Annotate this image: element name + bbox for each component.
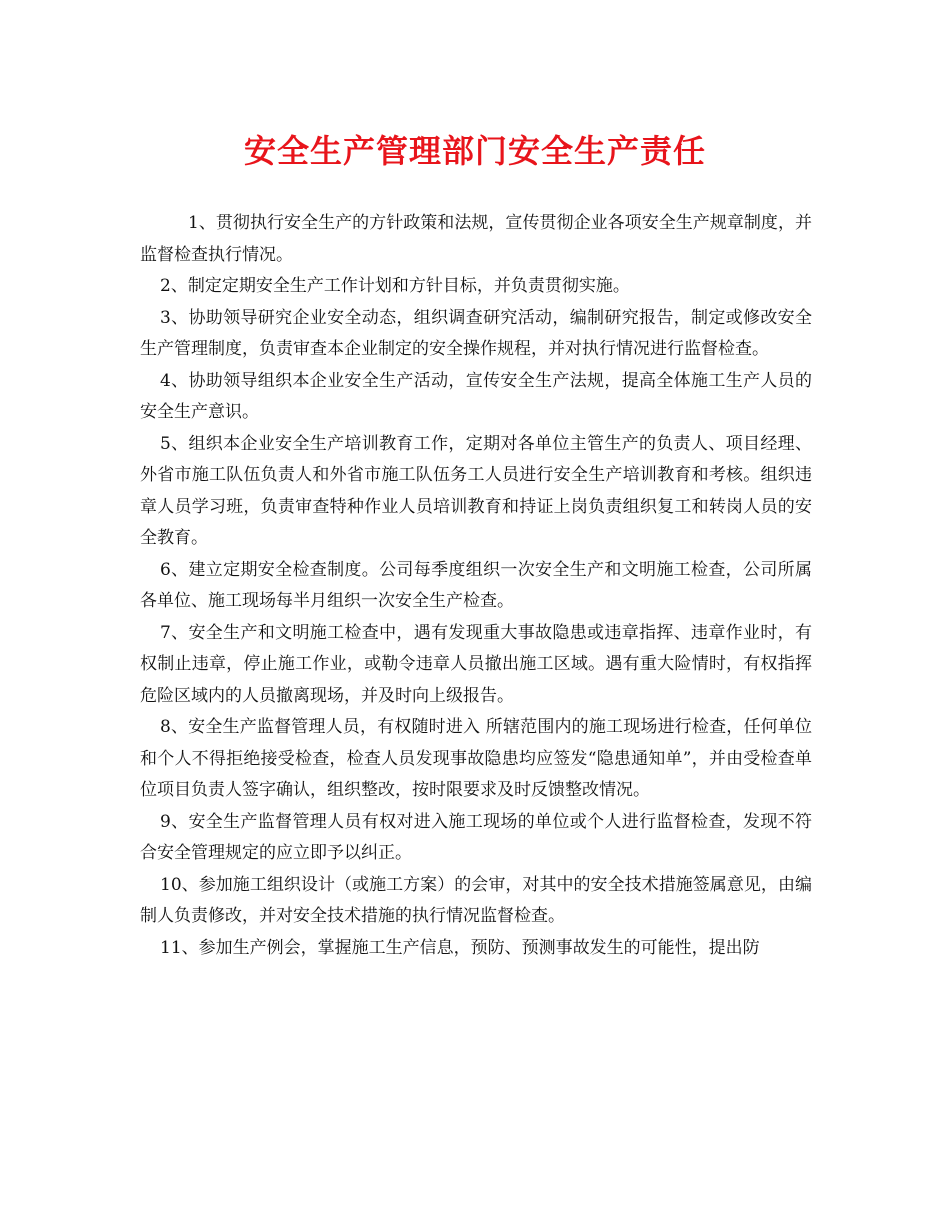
paragraph-5: 5、组织本企业安全生产培训教育工作，定期对各单位主管生产的负责人、项目经理、外省市施工队伍负责人和外省市施工队伍务工人员进行安全生产培训教育和考核。组织违章人员学习班，负责审查特种作业人员培训教育和持证上岗负责组织复工和转岗人员的安全教育。 <box>140 433 812 548</box>
document-title: 安全生产管理部门安全生产责任 <box>243 132 706 170</box>
paragraph-8: 8、安全生产监督管理人员，有权随时进入 所辖范围内的施工现场进行检查，任何单位和个人不得拒绝接受检查，检查人员发现事故隐患均应签发“隐患通知单”，并由受检查单位项目负责人签字确认，组织整改，按时限要求及时反馈整改情况。 <box>140 717 812 800</box>
paragraph-4: 4、协助领导组织本企业安全生产活动，宣传安全生产法规，提高全体施工生产人员的安全生产意识。 <box>140 370 812 422</box>
paragraph-11: 11、参加生产例会，掌握施工生产信息，预防、预测事故发生的可能性，提出防 <box>160 937 760 958</box>
paragraph-10: 10、参加施工组织设计（或施工方案）的会审，对其中的安全技术措施签属意见，由编制人负责修改，并对安全技术措施的执行情况监督检查。 <box>140 874 812 926</box>
paragraph-3: 3、协助领导研究企业安全动态，组织调查研究活动，编制研究报告，制定或修改安全生产管理制度，负责审查本企业制定的安全操作规程，并对执行情况进行监督检查。 <box>140 307 812 359</box>
paragraph-2: 2、制定定期安全生产工作计划和方针目标，并负责贯彻实施。 <box>160 276 630 296</box>
paragraph-6: 6、建立定期安全检查制度。公司每季度组织一次安全生产和文明施工检查，公司所属各单位、施工现场每半月组织一次安全生产检查。 <box>140 559 812 611</box>
paragraph-1: 1、贯彻执行安全生产的方针政策和法规，宣传贯彻企业各项安全生产规章制度，并监督检查执行情况。 <box>140 213 812 265</box>
paragraph-7: 7、安全生产和文明施工检查中，遇有发现重大事故隐患或违章指挥、违章作业时，有权制止违章，停止施工作业，或勒令违章人员撤出施工区域。遇有重大险情时，有权指挥危险区域内的人员撤离现场，并及时向上级报告。 <box>140 622 812 706</box>
document-body <box>140 208 812 964</box>
paragraph-9: 9、安全生产监督管理人员有权对进入施工现场的单位或个人进行监督检查，发现不符合安全管理规定的应立即予以纠正。 <box>140 811 812 863</box>
